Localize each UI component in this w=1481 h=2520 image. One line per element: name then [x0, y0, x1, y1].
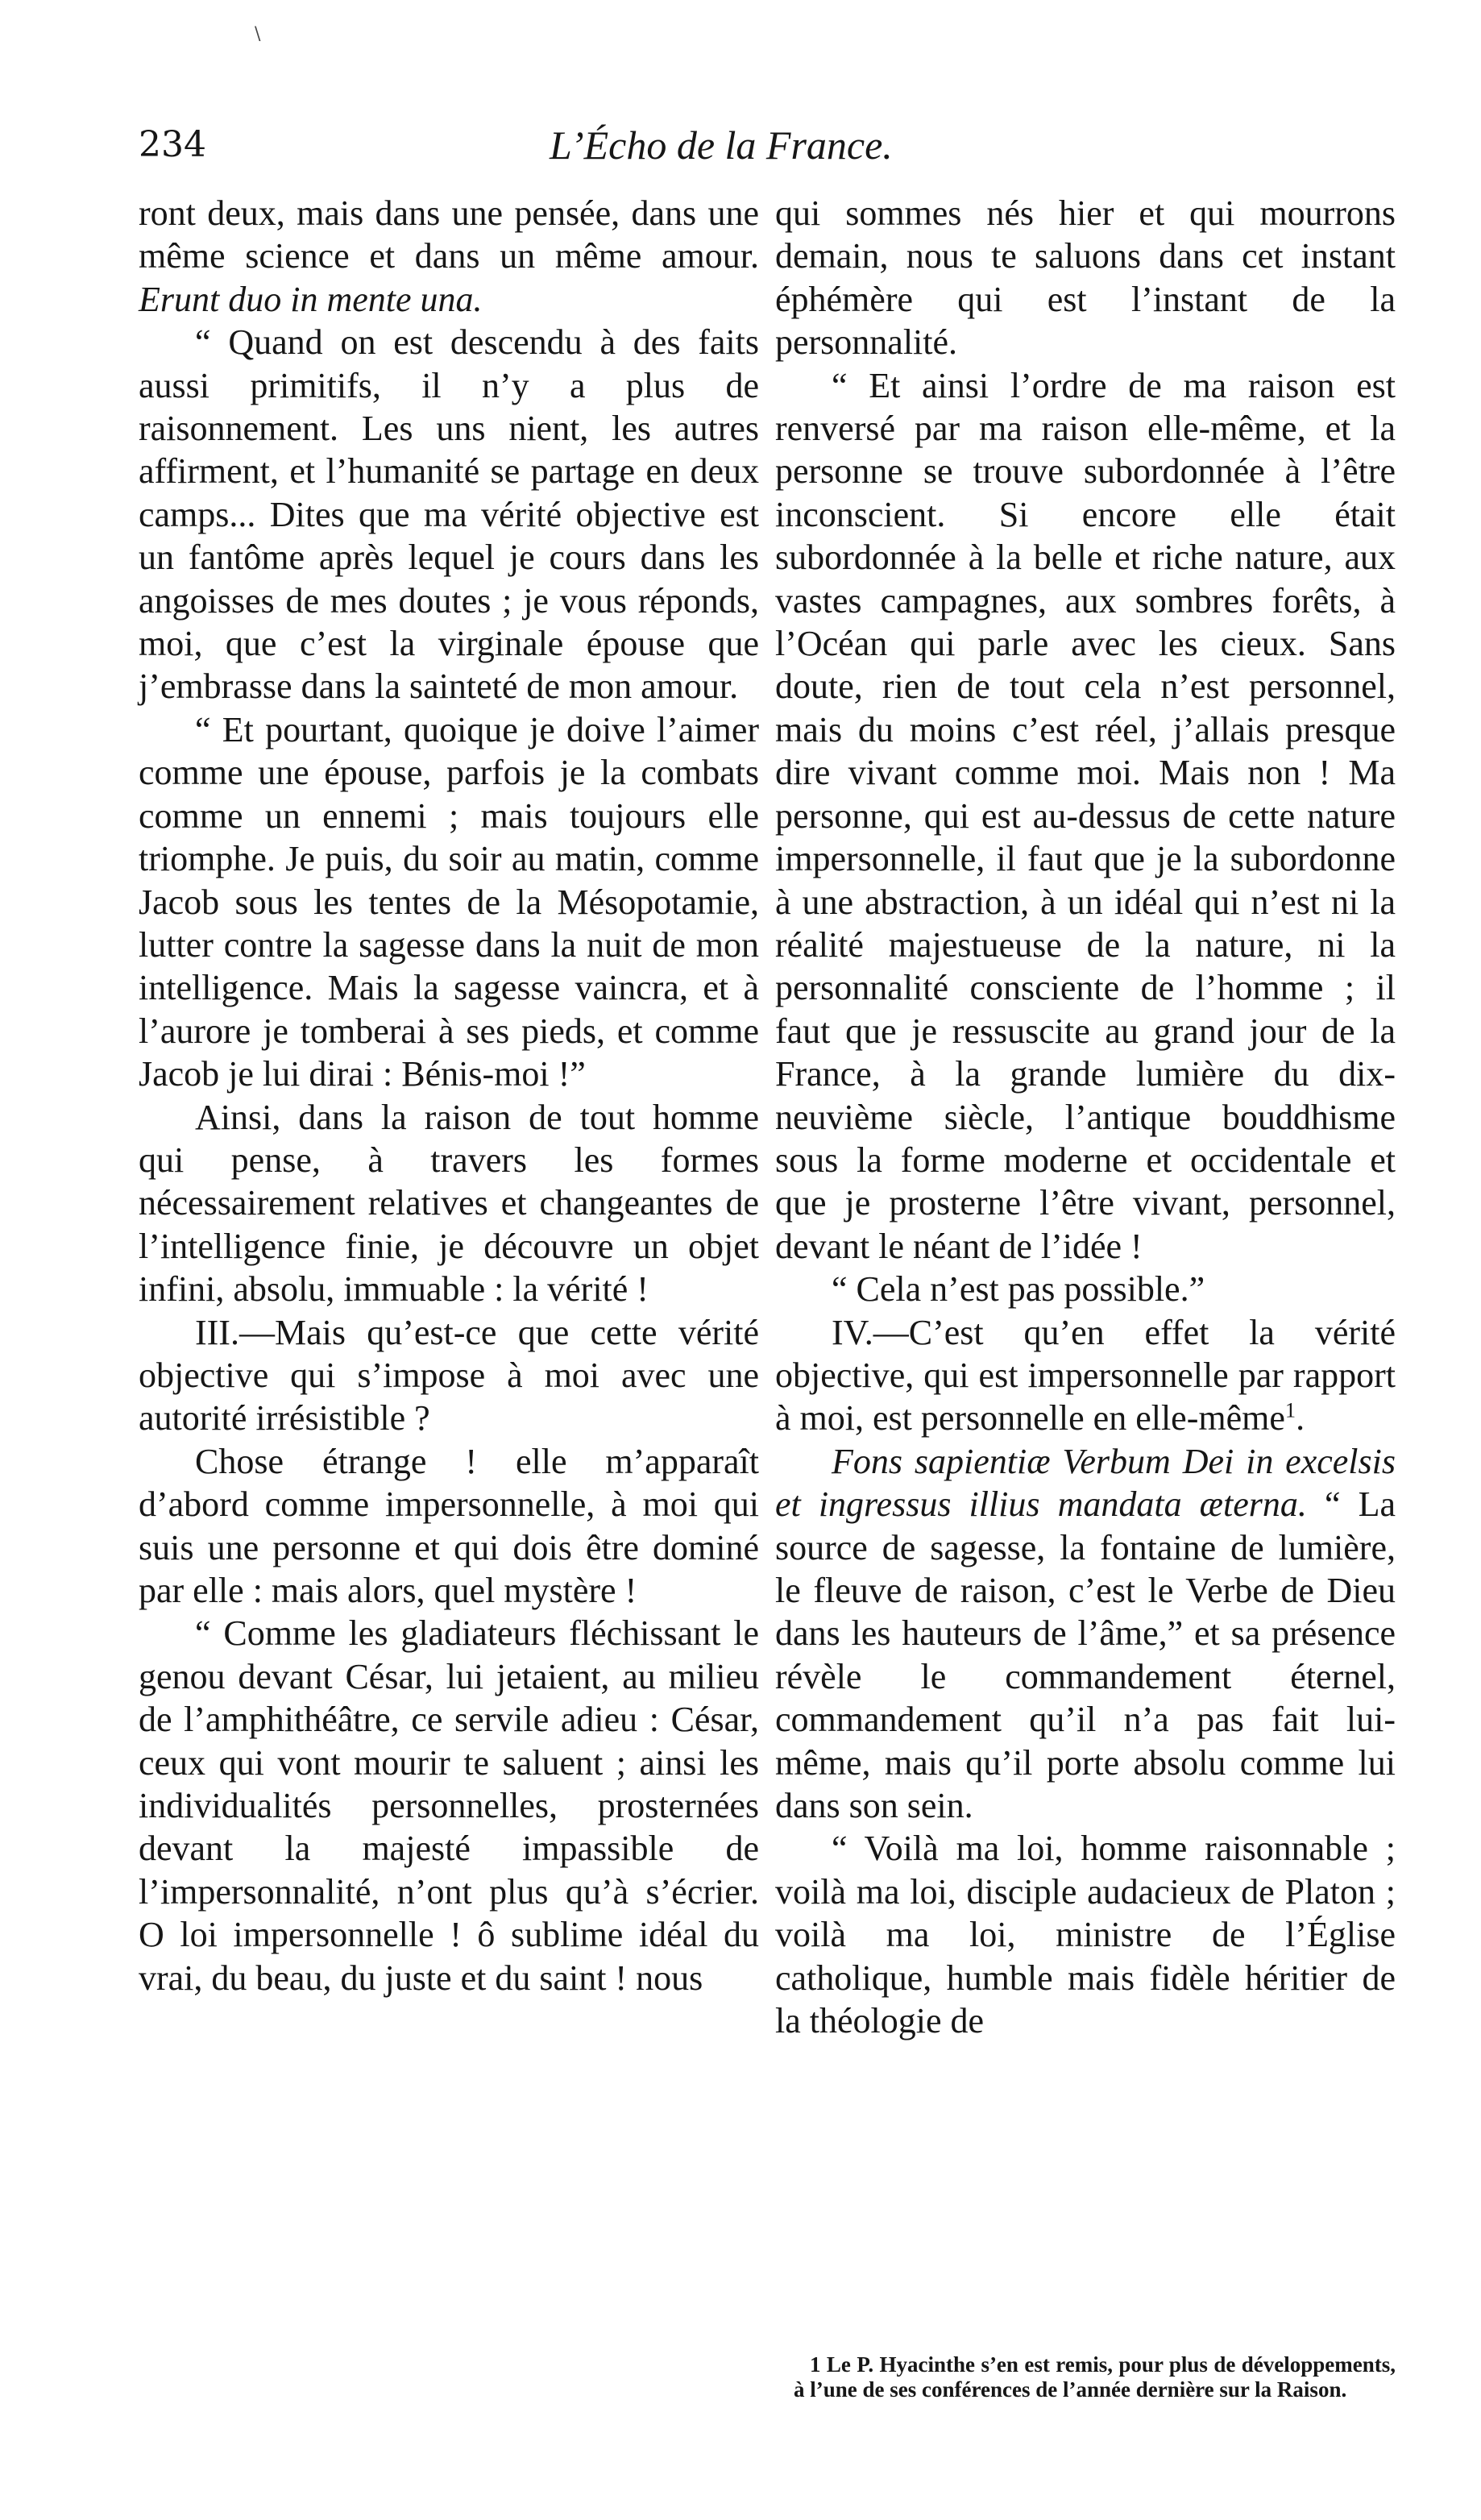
footnote [794, 2352, 1396, 2402]
running-title: L’Écho de la France. [550, 122, 893, 168]
paragraph: qui sommes nés hier et qui mourrons demain, nous te saluons dans cet instant éphémère qui est l’instant de la personnalité. [775, 193, 1396, 363]
paragraph-text: “ La source de sagesse, la fontaine de lumière, le fleuve de raison, c’est le Verbe de Dieu dans les hauteurs de l’âme,” et sa présence révèle le commandement éternel, commandement qu’il n’a pas fait lui-même, mais qu’il porte absolu comme lui dans son sein. [775, 1484, 1396, 1826]
footnote-marker: 1 [1284, 1397, 1296, 1422]
paragraph: Chose étrange ! elle m’apparaît d’abord comme impersonnelle, à moi qui suis une personne et qui dois être dominé par elle : mais alors, quel mystère ! [139, 1441, 759, 1610]
latin-quote: Erunt duo in mente una. [139, 279, 483, 319]
latin-quote: Fons sapientiæ Verbum Dei in excelsis et ingressus illius mandata æterna. [775, 1441, 1396, 1525]
paragraph [775, 1440, 1396, 1828]
paragraph [775, 1311, 1396, 1440]
paragraph: III.—Mais qu’est-ce que cette vérité objective qui s’impose à moi avec une autorité irrésistible ? [139, 1312, 759, 1439]
page-number: 234 [139, 124, 206, 165]
paragraph-text: ront deux, mais dans une pensée, dans une même science et dans un même amour. [139, 193, 759, 276]
paragraph: Ainsi, dans la raison de tout homme qui pense, à travers les formes nécessairement relatives et changeantes de l’intelligence finie, je découvre un objet infini, absolu, immuable : la vérité ! [139, 1097, 759, 1310]
paragraph: “ Quand on est descendu à des faits aussi primitifs, il n’y a plus de raisonnement. Les uns nient, les autres affirment, et l’humanité se partage en deux camps... Dites que ma vérité objective est un fantôme après lequel je cours dans les angoisses de mes doutes ; je vous réponds, moi, que c’est la virginale épouse que j’embrasse dans la sainteté de mon amour. [139, 322, 759, 707]
footnote-text: 1 Le P. Hyacinthe s’en est remis, pour plus de développements, à l’une de ses conférences de l’année dernière sur la Raison. [794, 2352, 1396, 2402]
paragraph [139, 192, 759, 321]
page-header [139, 121, 1396, 177]
paragraph: “ Cela n’est pas possible.” [832, 1269, 1205, 1310]
paragraph: “ Comme les gladiateurs fléchissant le genou devant César, lui jetaient, au milieu de l’amphithéâtre, ce servile adieu : César, ceux qui vont mourir te saluent ; ainsi les individualités personnelles, prosternées devant la majesté impassible de l’impersonnalité, n’ont plus qu’à s’écrier. O loi impersonnelle ! ô sublime idéal du vrai, du beau, du juste et du saint ! nous [139, 1613, 759, 1998]
paragraph-end: . [1296, 1398, 1305, 1439]
paragraph-text: IV.—C’est qu’en effet la vérité objective, qui est impersonnelle par rapport à moi, est personnelle en elle-même [775, 1312, 1396, 1439]
right-column [775, 192, 1396, 2042]
paragraph: “ Et pourtant, quoique je doive l’aimer comme une épouse, parfois je la combats comme un ennemi ; mais toujours elle triomphe. Je puis, du soir au matin, comme Jacob sous les tentes de la Mésopotamie, lutter contre la sagesse dans la nuit de mon intelligence. Mais la sagesse vaincra, et à l’aurore je tomberai à ses pieds, et comme Jacob je lui dirai : Bénis-moi !” [139, 709, 759, 1094]
paragraph: “ Voilà ma loi, homme raisonnable ; voilà ma loi, disciple audacieux de Platon ; voilà ma loi, ministre de l’Église catholique, humble mais fidèle héritier de la théologie de [775, 1829, 1396, 2041]
paragraph: “ Et ainsi l’ordre de ma raison est renversé par ma raison elle-même, et la personne se trouve subordonnée à l’être inconscient. Si encore elle était subordonnée à la belle et riche nature, aux vastes campagnes, aux sombres forêts, à l’Océan qui parle avec les cieux. Sans doute, rien de tout cela n’est personnel, mais du moins c’est réel, j’allais presque dire vivant comme moi. Mais non ! Ma personne, qui est au-dessus de cette nature impersonnelle, il faut que je la subordonne à une abstraction, à un idéal qui n’est ni la réalité majestueuse de la nature, ni la personnalité consciente de l’homme ; il faut que je ressuscite au grand jour de la France, à la grande lumière du dix-neuvième siècle, l’antique bouddhisme sous la forme moderne et occidentale et que je prosterne l’être vivant, personnel, devant le néant de l’idée ! [775, 365, 1396, 1266]
stray-ink-mark: \ [255, 24, 261, 44]
left-column [139, 192, 759, 1999]
